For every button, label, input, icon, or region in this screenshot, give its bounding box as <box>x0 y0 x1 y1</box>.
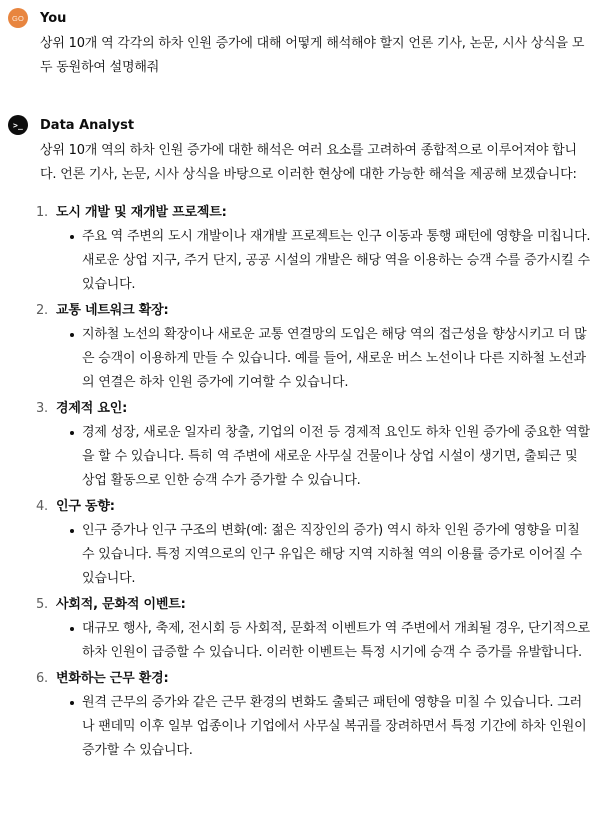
section-number: 3. <box>35 401 48 416</box>
user-author-name: You <box>40 10 67 26</box>
assistant-message-header <box>8 115 593 135</box>
user-message <box>8 8 593 80</box>
section-number: 1. <box>35 205 48 220</box>
section-item <box>35 397 593 493</box>
bullet-item: 경제 성장, 새로운 일자리 창출, 기업의 이전 등 경제적 요인도 하차 인원 증가에 중요한 역할을 할 수 있습니다. 특히 역 주변에 새로운 사무실 건물이나 상업 시설이 생기면, 출퇴근 및 상업 활동으로 인한 승객 수가 증가할 수 있습니다. <box>74 421 593 493</box>
bullet-list <box>56 421 593 493</box>
user-message-header <box>8 8 593 28</box>
section-item <box>35 201 593 297</box>
bullet-item: 인구 증가나 인구 구조의 변화(예: 젊은 직장인의 증가) 역시 하차 인원 증가에 영향을 미칠 수 있습니다. 특정 지역으로의 인구 유입은 해당 지역 지하철 역의 이용률 증가로 이어질 수 있습니다. <box>74 519 593 591</box>
section-title: 인구 동향: <box>56 499 115 514</box>
bullet-list <box>56 691 593 763</box>
section-number: 2. <box>35 303 48 318</box>
bullet-list <box>56 617 593 665</box>
section-number: 4. <box>35 499 48 514</box>
assistant-message-body <box>35 139 593 763</box>
bullet-item: 주요 역 주변의 도시 개발이나 재개발 프로젝트는 인구 이동과 통행 패턴에 영향을 미칩니다. 새로운 상업 지구, 주거 단지, 공공 시설의 개발은 해당 역을 이용하는 승객 수를 증가시킬 수 있습니다. <box>74 225 593 297</box>
section-title: 교통 네트워크 확장: <box>56 303 169 318</box>
bullet-item: 원격 근무의 증가와 같은 근무 환경의 변화도 출퇴근 패턴에 영향을 미칠 수 있습니다. 그러나 팬데믹 이후 일부 업종이나 기업에서 사무실 복귀를 장려하면서 특정 기간에 하차 인원이 증가할 수 있습니다. <box>74 691 593 763</box>
section-number: 5. <box>35 597 48 612</box>
assistant-author-name: Data Analyst <box>40 117 135 133</box>
section-title: 경제적 요인: <box>56 401 128 416</box>
section-item <box>35 593 593 665</box>
section-title: 변화하는 근무 환경: <box>56 671 169 686</box>
section-number: 6. <box>35 671 48 686</box>
user-avatar: GO <box>8 8 28 28</box>
section-title: 사회적, 문화적 이벤트: <box>56 597 186 612</box>
section-item <box>35 495 593 591</box>
bullet-list <box>56 519 593 591</box>
section-item <box>35 667 593 763</box>
assistant-message <box>8 115 593 765</box>
user-message-text: 상위 10개 역 각각의 하차 인원 증가에 대해 어떻게 해석해야 할지 언론 기사, 논문, 시사 상식을 모두 동원하여 설명해줘 <box>40 36 585 75</box>
bullet-item: 대규모 행사, 축제, 전시회 등 사회적, 문화적 이벤트가 역 주변에서 개최될 경우, 단기적으로 하차 인원이 급증할 수 있습니다. 이러한 이벤트는 특정 시기에 승객 수 증가를 유발합니다. <box>74 617 593 665</box>
section-title: 도시 개발 및 재개발 프로젝트: <box>56 205 227 220</box>
bullet-list <box>56 225 593 297</box>
bullet-item: 지하철 노선의 확장이나 새로운 교통 연결망의 도입은 해당 역의 접근성을 향상시키고 더 많은 승객이 이용하게 만들 수 있습니다. 예를 들어, 새로운 버스 노선이나 다른 지하철 노선과의 연결은 하차 인원 증가에 기여할 수 있습니다. <box>74 323 593 395</box>
user-message-body <box>40 32 593 80</box>
terminal-icon: >_ <box>8 115 28 135</box>
section-list <box>35 201 593 763</box>
assistant-intro-text: 상위 10개 역의 하차 인원 증가에 대한 해석은 여러 요소를 고려하여 종합적으로 이루어져야 합니다. 언론 기사, 논문, 시사 상식을 바탕으로 이러한 현상에 대한 가능한 해석을 제공해 보겠습니다: <box>40 143 577 182</box>
bullet-list <box>56 323 593 395</box>
section-item <box>35 299 593 395</box>
